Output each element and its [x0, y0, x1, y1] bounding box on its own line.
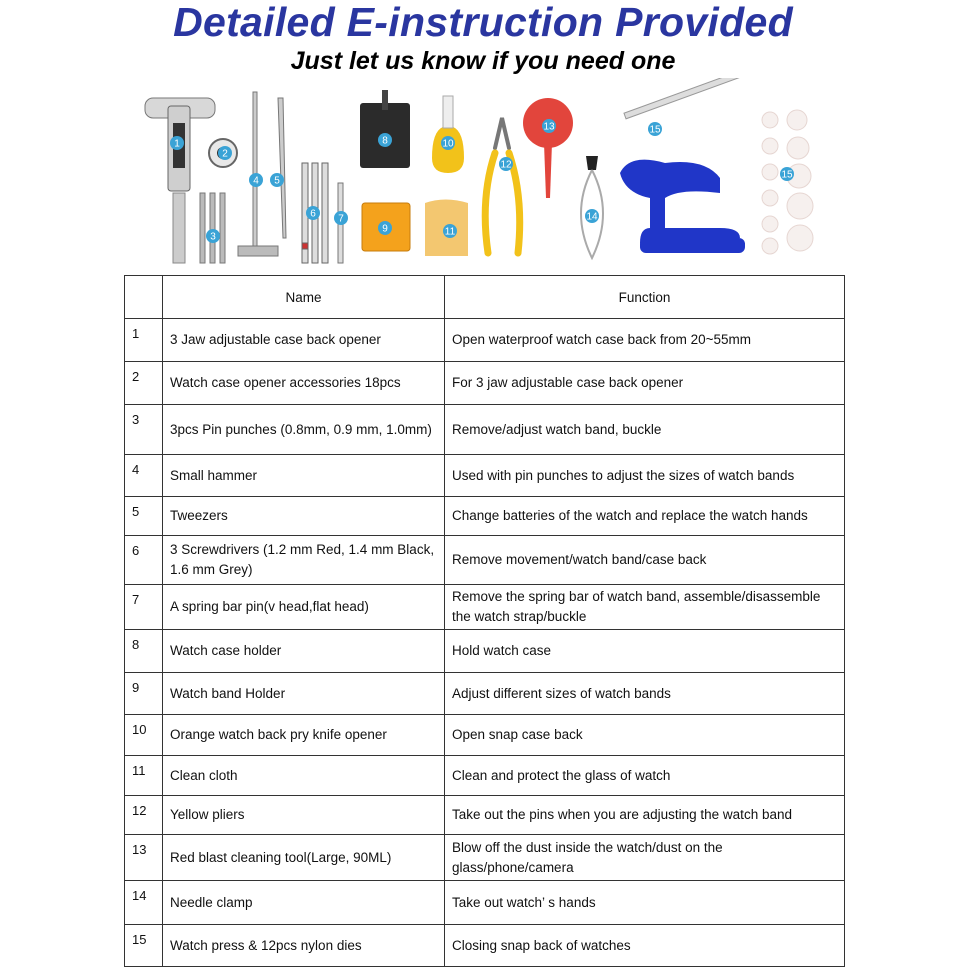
table-row	[125, 715, 845, 756]
table-row	[125, 673, 845, 715]
tool-badge-label: 4	[253, 175, 259, 187]
tool-name: Tweezers	[163, 497, 445, 536]
tool-name: 3pcs Pin punches (0.8mm, 0.9 mm, 1.0mm)	[163, 405, 445, 455]
table-row	[125, 796, 845, 835]
row-number: 2	[125, 362, 163, 405]
tool-name: Orange watch back pry knife opener	[163, 715, 445, 756]
case-holder-icon	[360, 90, 410, 168]
table-row	[125, 455, 845, 497]
row-number: 13	[125, 835, 163, 881]
tool-badge-label: 9	[382, 223, 388, 235]
tool-function: Change batteries of the watch and replace the watch hands	[445, 497, 845, 536]
nylon-dies-icon	[762, 110, 813, 254]
tool-function: Used with pin punches to adjust the sizes of watch bands	[445, 455, 845, 497]
row-number: 15	[125, 925, 163, 967]
tool-name: Yellow pliers	[163, 796, 445, 835]
tool-function: For 3 jaw adjustable case back opener	[445, 362, 845, 405]
tool-badge-label: 10	[442, 138, 454, 150]
tool-name: Watch case holder	[163, 630, 445, 673]
pin-punches-icon	[200, 193, 225, 263]
table-row	[125, 835, 845, 881]
tool-function: Closing snap back of watches	[445, 925, 845, 967]
tool-name: Small hammer	[163, 455, 445, 497]
table-row	[125, 319, 845, 362]
tool-badge-label: 7	[338, 213, 344, 225]
page-subtitle: Just let us know if you need one	[290, 47, 676, 75]
tool-badge-label: 5	[274, 175, 280, 187]
tool-function: Blow off the dust inside the watch/dust on the glass/phone/camera	[445, 835, 845, 881]
row-number: 5	[125, 497, 163, 536]
table-row	[125, 630, 845, 673]
table-row	[125, 405, 845, 455]
tool-function: Remove movement/watch band/case back	[445, 536, 845, 585]
watch-press-icon	[620, 78, 745, 253]
page-title: Detailed E-instruction Provided	[173, 0, 793, 45]
tool-name: Red blast cleaning tool(Large, 90ML)	[163, 835, 445, 881]
tool-name: 3 Screwdrivers (1.2 mm Red, 1.4 mm Black, 1.6 mm Grey)	[163, 536, 445, 585]
tool-function: Take out watch’ s hands	[445, 881, 845, 925]
pry-knife-icon	[432, 96, 464, 173]
row-number: 7	[125, 585, 163, 630]
tool-function: Remove/adjust watch band, buckle	[445, 405, 845, 455]
table-row	[125, 362, 845, 405]
table-row	[125, 536, 845, 585]
blower-bulb-icon	[523, 98, 573, 198]
tool-badge-label: 1	[174, 138, 180, 150]
tool-function: Remove the spring bar of watch band, assemble/disassemble the watch strap/buckle	[445, 585, 845, 630]
header-function: Function	[445, 276, 845, 319]
tool-function: Clean and protect the glass of watch	[445, 756, 845, 796]
tool-function: Adjust different sizes of watch bands	[445, 673, 845, 715]
tweezers-icon	[278, 98, 286, 238]
row-number: 3	[125, 405, 163, 455]
tool-name: Watch case opener accessories 18pcs	[163, 362, 445, 405]
tool-badge-label: 15	[781, 169, 793, 181]
tool-badge-label: 12	[500, 159, 512, 171]
tool-name: Watch band Holder	[163, 673, 445, 715]
tool-function: Hold watch case	[445, 630, 845, 673]
row-number: 9	[125, 673, 163, 715]
tool-function: Open snap case back	[445, 715, 845, 756]
row-number: 1	[125, 319, 163, 362]
tools-illustration	[120, 78, 850, 268]
header-number	[125, 276, 163, 319]
tool-function: Take out the pins when you are adjusting the watch band	[445, 796, 845, 835]
tool-badge-label: 14	[586, 211, 598, 223]
tool-name: Needle clamp	[163, 881, 445, 925]
table-row	[125, 497, 845, 536]
row-number: 8	[125, 630, 163, 673]
tool-badge-label: 2	[222, 148, 228, 160]
row-number: 14	[125, 881, 163, 925]
tool-name: Watch press & 12pcs nylon dies	[163, 925, 445, 967]
table-row	[125, 881, 845, 925]
table-header-row	[125, 276, 845, 319]
row-number: 6	[125, 536, 163, 585]
needle-clamp-icon	[581, 156, 603, 258]
header-name: Name	[163, 276, 445, 319]
table-row	[125, 756, 845, 796]
tool-name: 3 Jaw adjustable case back opener	[163, 319, 445, 362]
row-number: 12	[125, 796, 163, 835]
tool-badge-label: 13	[543, 121, 555, 133]
tool-function: Open waterproof watch case back from 20~55mm	[445, 319, 845, 362]
tool-name: A spring bar pin(v head,flat head)	[163, 585, 445, 630]
tool-badge-label: 6	[310, 208, 316, 220]
tool-badge-label: 3	[210, 231, 216, 243]
row-number: 11	[125, 756, 163, 796]
tool-name: Clean cloth	[163, 756, 445, 796]
table-row	[125, 585, 845, 630]
tool-badge-label: 11	[444, 226, 456, 238]
table-row	[125, 925, 845, 967]
pliers-icon	[485, 118, 519, 253]
tool-badge-label: 8	[382, 135, 388, 147]
tools-table	[124, 275, 845, 967]
row-number: 10	[125, 715, 163, 756]
row-number: 4	[125, 455, 163, 497]
tool-badge-label: 15	[649, 124, 661, 136]
